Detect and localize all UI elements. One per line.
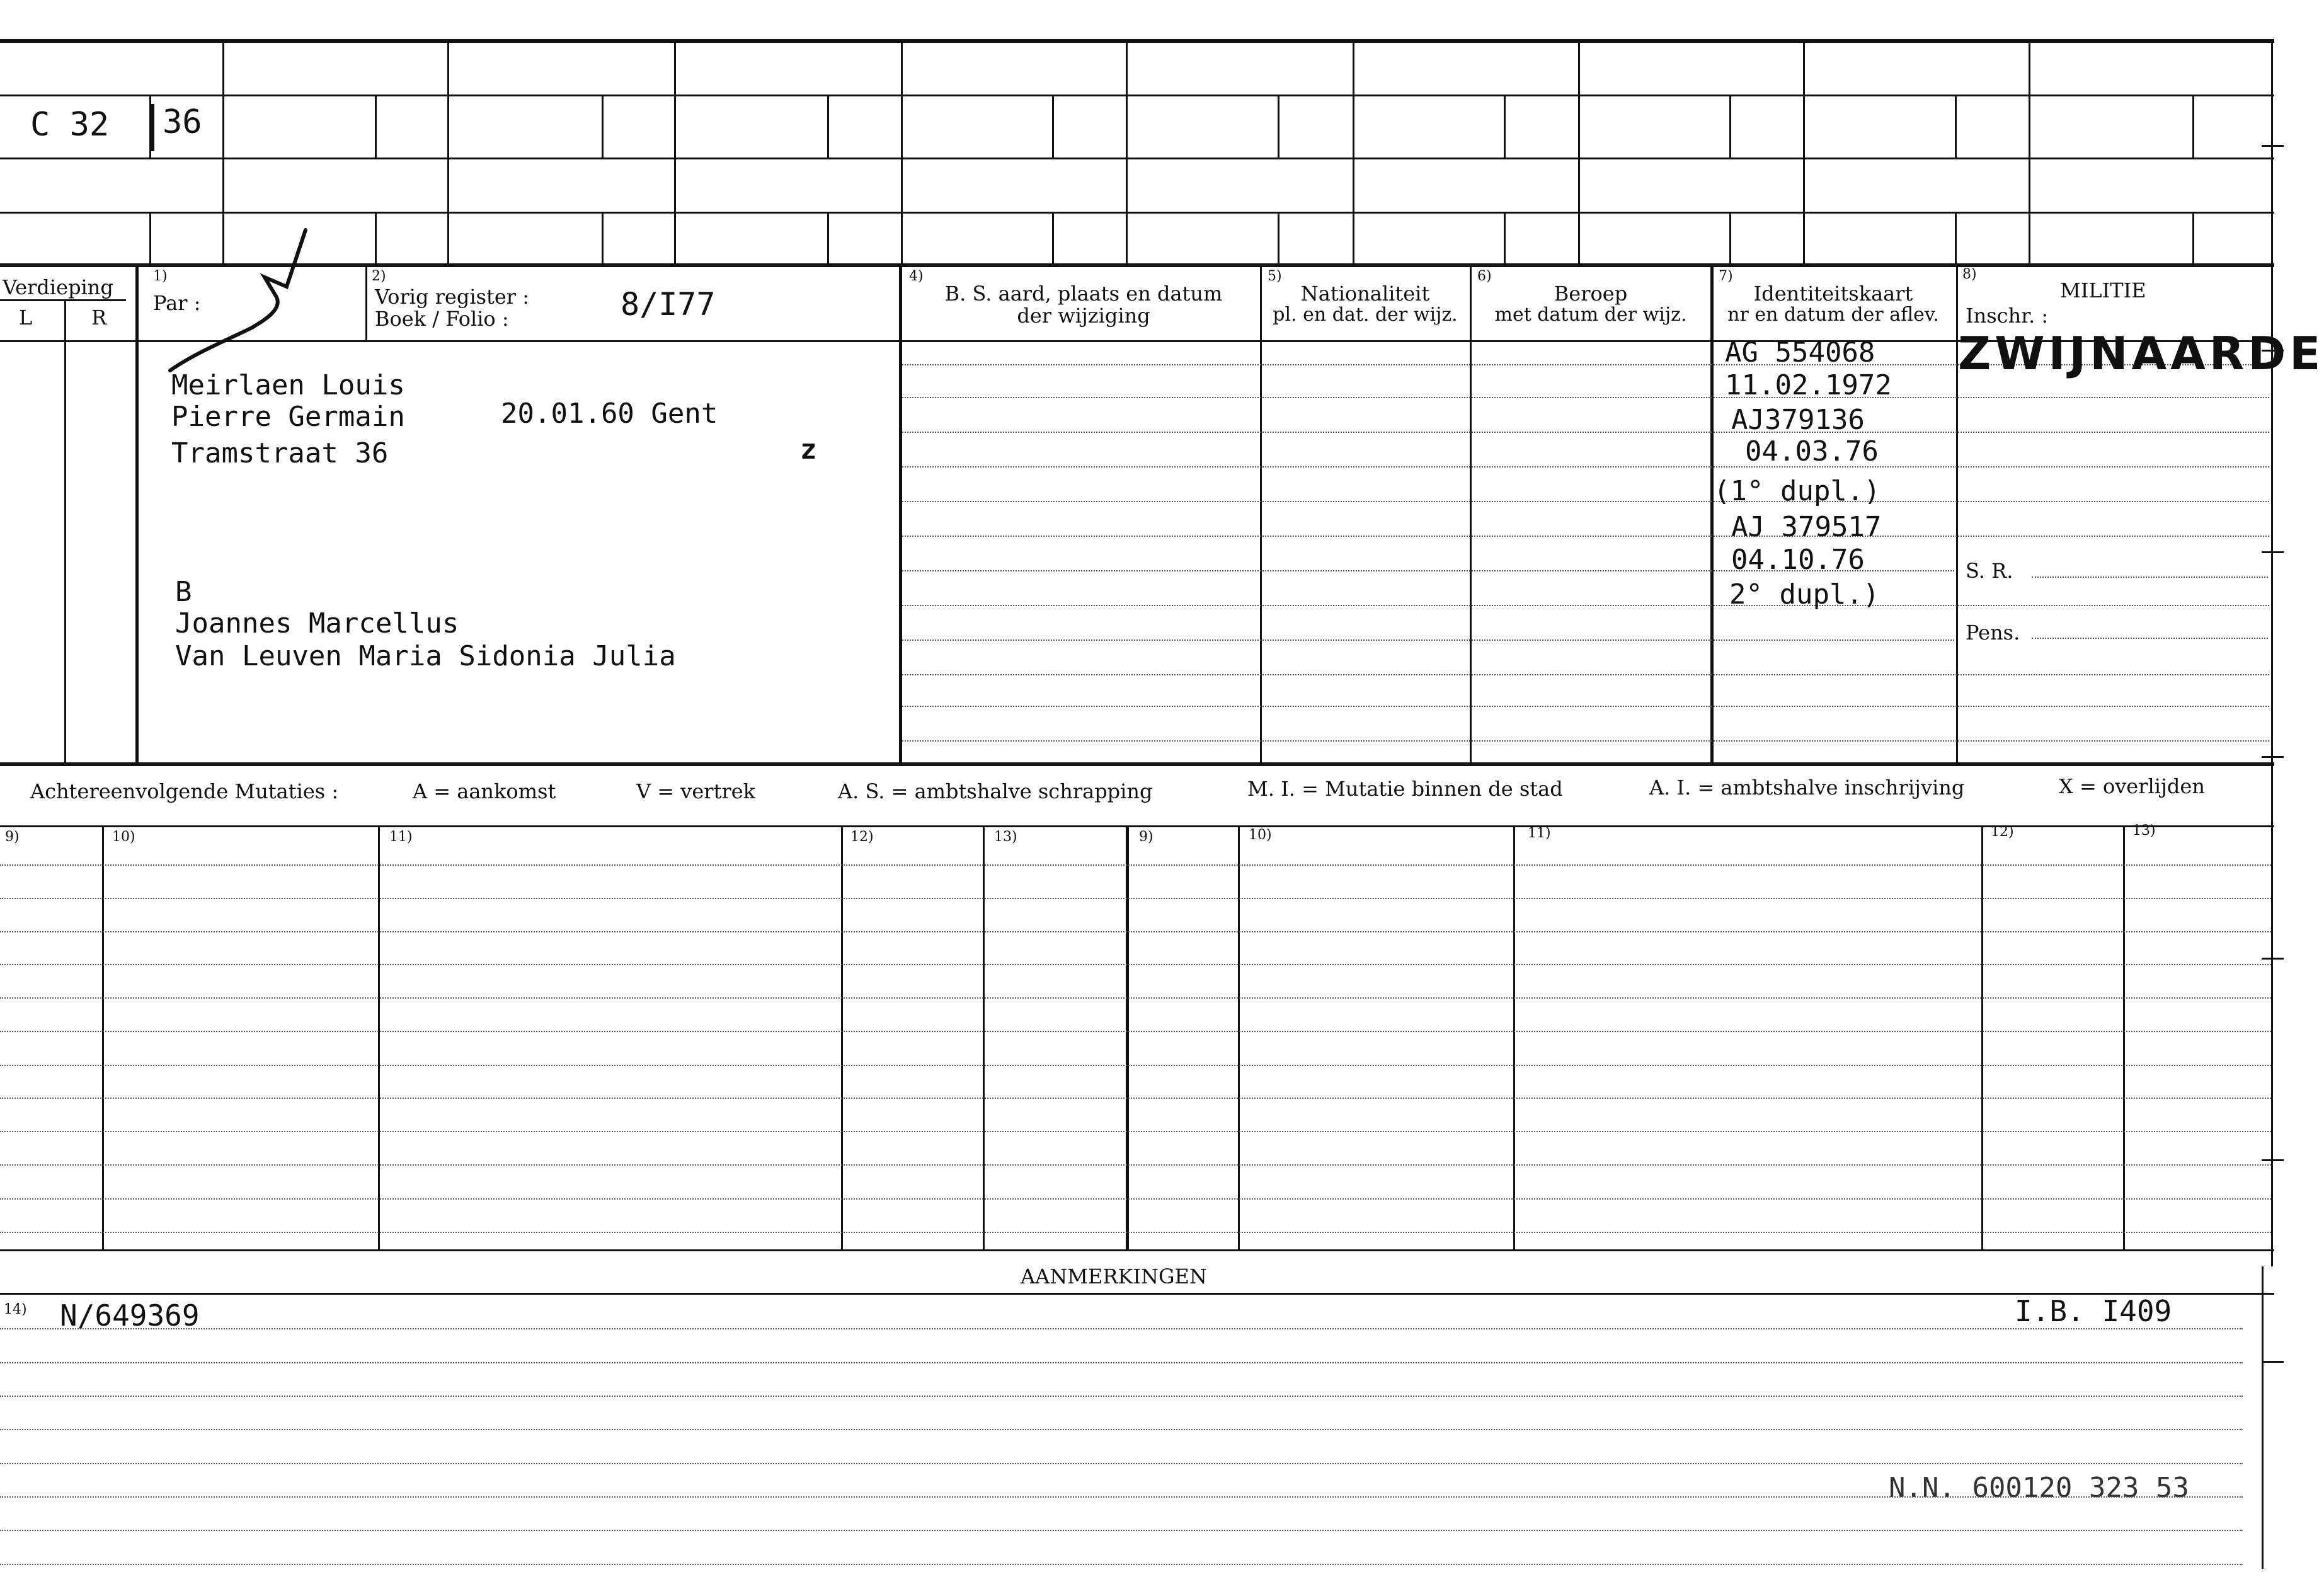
mut-dotted [0, 898, 2271, 899]
top-grid-minor-v [1955, 95, 1957, 158]
mut-col-divider [841, 825, 843, 1249]
beroep-header-line2: met datum der wijz. [1494, 304, 1687, 326]
id-card-line: AJ379136 [1731, 404, 1865, 436]
l-label: L [19, 306, 33, 330]
edge-tick [2262, 551, 2284, 553]
mut-dotted [0, 864, 2271, 866]
top-grid-minor-v [375, 95, 377, 158]
id-header-line2: nr en datum der aflev. [1727, 304, 1939, 326]
top-grid-major-v [2029, 39, 2030, 263]
mut-dotted [0, 1131, 2271, 1132]
pens-label: Pens. [1966, 621, 2020, 645]
mut-col-divider [983, 825, 985, 1249]
grid-dotted [902, 674, 2269, 675]
top-grid-line-3 [0, 212, 2274, 214]
boek-folio-label: Boek / Folio : [375, 307, 509, 331]
parent-line1: Joannes Marcellus [175, 607, 459, 639]
col4-number: 4) [909, 268, 924, 284]
mut-col-num: 10) [1249, 827, 1272, 843]
grid-dotted [902, 466, 2269, 467]
remarks-line [0, 1293, 2274, 1295]
verdieping-underline [0, 299, 126, 301]
beroep-header-line1: Beroep [1554, 282, 1628, 306]
grid-dotted [902, 605, 2269, 606]
mut-col-divider [1238, 825, 1240, 1249]
mut-dotted [0, 1232, 2271, 1233]
par-label: Par : [153, 291, 201, 315]
mut-dotted [0, 964, 2271, 965]
mut-col-num: 13) [994, 829, 1017, 845]
top-grid-minor-v [149, 212, 151, 263]
mut-center-divider [1126, 825, 1129, 1249]
par-scribble [164, 227, 328, 378]
grid-dotted [902, 639, 1954, 641]
top-grid-minor-v [1052, 212, 1054, 263]
bs-header-line1: B. S. aard, plaats en datum [944, 282, 1223, 306]
edge-tick [2262, 145, 2284, 147]
id-header-line1: Identiteitskaart [1753, 282, 1913, 306]
grid-dotted [902, 501, 2269, 502]
col8-number: 8) [1962, 267, 1977, 282]
mut-col-num: 12) [850, 829, 874, 845]
remarks-dotted [0, 1530, 2243, 1531]
remarks-nn: N.N. 600120 323 53 [1889, 1472, 2189, 1504]
mut-col-num: 13) [2132, 823, 2156, 839]
top-grid-minor-v [1504, 95, 1506, 158]
edge-tick [2262, 958, 2284, 960]
mut-col-divider [378, 825, 380, 1249]
verdieping-label: Verdieping [3, 275, 113, 299]
top-grid-major-v [1353, 39, 1354, 263]
id-card-line: 2° dupl.) [1729, 578, 1880, 611]
top-grid-minor-v [1278, 212, 1279, 263]
address-line: Tramstraat 36 [171, 437, 389, 469]
top-grid-minor-v [1729, 95, 1731, 158]
remarks-number: 14) [4, 1302, 27, 1317]
legend-mi: M. I. = Mutatie binnen de stad [1247, 777, 1563, 801]
col-divider-floor [135, 263, 139, 762]
r-label: R [91, 306, 107, 330]
top-grid-minor-v [602, 95, 604, 158]
mut-col-num: 9) [5, 829, 20, 845]
top-grid-minor-v [2192, 212, 2194, 263]
col-divider-7 [1710, 263, 1714, 762]
grid-dotted [902, 432, 2269, 433]
pens-dotted [2032, 638, 2268, 639]
remarks-dotted [0, 1463, 2243, 1464]
handwritten-divider [151, 104, 154, 151]
person-name-line1: Meirlaen Louis [171, 369, 405, 401]
legend-as: A. S. = ambtshalve schrapping [838, 779, 1153, 803]
mut-dotted [0, 1098, 2271, 1099]
id-card-line: AJ 379517 [1731, 511, 1882, 543]
top-grid-minor-v [1052, 95, 1054, 158]
top-grid-minor-v [827, 95, 829, 158]
id-card-line: (1° dupl.) [1714, 475, 1880, 507]
house-number: 36 [163, 103, 202, 141]
top-grid-major-v [1803, 39, 1805, 263]
id-card-line: AG 554068 [1725, 336, 1875, 369]
mut-col-divider [1981, 825, 1983, 1249]
edge-line [2262, 1266, 2264, 1569]
mut-dotted [0, 1031, 2271, 1032]
nat-header-line2: pl. en dat. der wijz. [1273, 304, 1458, 326]
edge-tick [2262, 1361, 2284, 1363]
bs-header-line2: der wijziging [1017, 304, 1150, 328]
mut-dotted [0, 997, 2271, 999]
mut-col-num: 11) [1528, 825, 1551, 841]
id-card-line: 04.10.76 [1731, 544, 1865, 576]
parent-line2: Van Leuven Maria Sidonia Julia [175, 640, 676, 672]
mut-col-divider [102, 825, 104, 1249]
edge-tick [2262, 756, 2284, 758]
top-grid-major-v [1578, 39, 1580, 263]
folio-value: 8/I77 [621, 286, 716, 323]
col1-number: 1) [153, 268, 168, 284]
mut-dotted [0, 1065, 2271, 1066]
grid-dotted [902, 740, 2269, 742]
legend-a: A = aankomst [413, 779, 556, 803]
remarks-code: N/649369 [60, 1299, 200, 1333]
remarks-dotted [0, 1496, 2243, 1498]
top-grid-minor-v [2192, 95, 2194, 158]
nat-header-line1: Nationaliteit [1300, 282, 1430, 306]
top-grid-bottom [0, 263, 2274, 267]
top-grid-major-v [674, 39, 676, 263]
top-border [0, 39, 2274, 43]
id-card-line: 11.02.1972 [1725, 369, 1892, 401]
legend-v: V = vertrek [636, 779, 756, 803]
grid-dotted [902, 706, 2269, 707]
mutations-top [0, 825, 2274, 827]
top-grid-minor-v [827, 212, 829, 263]
top-grid-major-v [2271, 39, 2273, 263]
col-divider-4 [899, 263, 902, 762]
top-grid-minor-v [1504, 212, 1506, 263]
person-name-line2: Pierre Germain [171, 401, 405, 433]
remarks-dotted [0, 1328, 2243, 1329]
top-grid-major-v [447, 39, 449, 263]
top-grid-major-v [1126, 39, 1128, 263]
top-grid-minor-v [1955, 212, 1957, 263]
vorig-register-label: Vorig register : [375, 285, 530, 309]
z-mark: z [800, 433, 817, 466]
inschr-label: Inschr. : [1966, 304, 2049, 328]
grid-dotted [902, 536, 2269, 537]
col5-number: 5) [1268, 268, 1282, 284]
house-code: C 32 [30, 106, 110, 144]
b-mark: B [175, 576, 192, 608]
top-grid-line-1 [0, 95, 2274, 96]
col-divider-lr [64, 299, 66, 762]
remarks-dotted [0, 1362, 2243, 1363]
grid-dotted [902, 397, 2269, 398]
col-divider-2 [365, 263, 367, 340]
militie-header: MILITIE [2060, 278, 2146, 302]
legend-ai: A. I. = ambtshalve inschrijving [1649, 776, 1965, 800]
top-grid-line-2 [0, 158, 2274, 159]
col7-number: 7) [1719, 268, 1733, 284]
main-block-bottom [0, 762, 2274, 766]
top-grid-minor-v [1729, 212, 1731, 263]
mutations-bottom [0, 1249, 2274, 1251]
id-card-line: 04.03.76 [1745, 435, 1879, 467]
top-grid-minor-v [602, 212, 604, 263]
mut-col-num: 9) [1139, 829, 1153, 845]
col6-number: 6) [1477, 268, 1492, 284]
mut-col-num: 10) [112, 829, 135, 845]
mut-col-divider [2123, 825, 2125, 1249]
mut-dotted [0, 1198, 2271, 1200]
edge-tick [2262, 1159, 2284, 1161]
mut-dotted [0, 931, 2271, 932]
edge-tick [2262, 350, 2284, 352]
mut-col-divider [1513, 825, 1515, 1249]
militie-stamp: ZWIJNAARDE [1958, 327, 2324, 380]
col-divider-5 [1260, 263, 1262, 762]
legend-x: X = overlijden [2059, 774, 2205, 798]
top-grid-major-v [901, 39, 903, 263]
top-grid-minor-v [1278, 95, 1279, 158]
header-row-bottom [0, 340, 2274, 342]
sr-dotted [2032, 576, 2268, 578]
remarks-title: AANMERKINGEN [1021, 1264, 1207, 1288]
mut-col-num: 12) [1991, 824, 2014, 840]
birth-date-place: 20.01.60 Gent [501, 398, 718, 430]
mut-col-num: 11) [389, 829, 413, 845]
mut-dotted [0, 1164, 2271, 1166]
remarks-dotted [0, 1564, 2243, 1565]
mutations-title: Achtereenvolgende Mutaties : [30, 779, 339, 803]
top-grid-minor-v [375, 212, 377, 263]
sr-label: S. R. [1966, 559, 2013, 583]
remarks-ib: I.B. I409 [2015, 1294, 2172, 1328]
remarks-dotted [0, 1429, 2243, 1430]
remarks-dotted [0, 1396, 2243, 1397]
col-divider-6 [1470, 263, 1472, 762]
col2-number: 2) [372, 268, 386, 284]
